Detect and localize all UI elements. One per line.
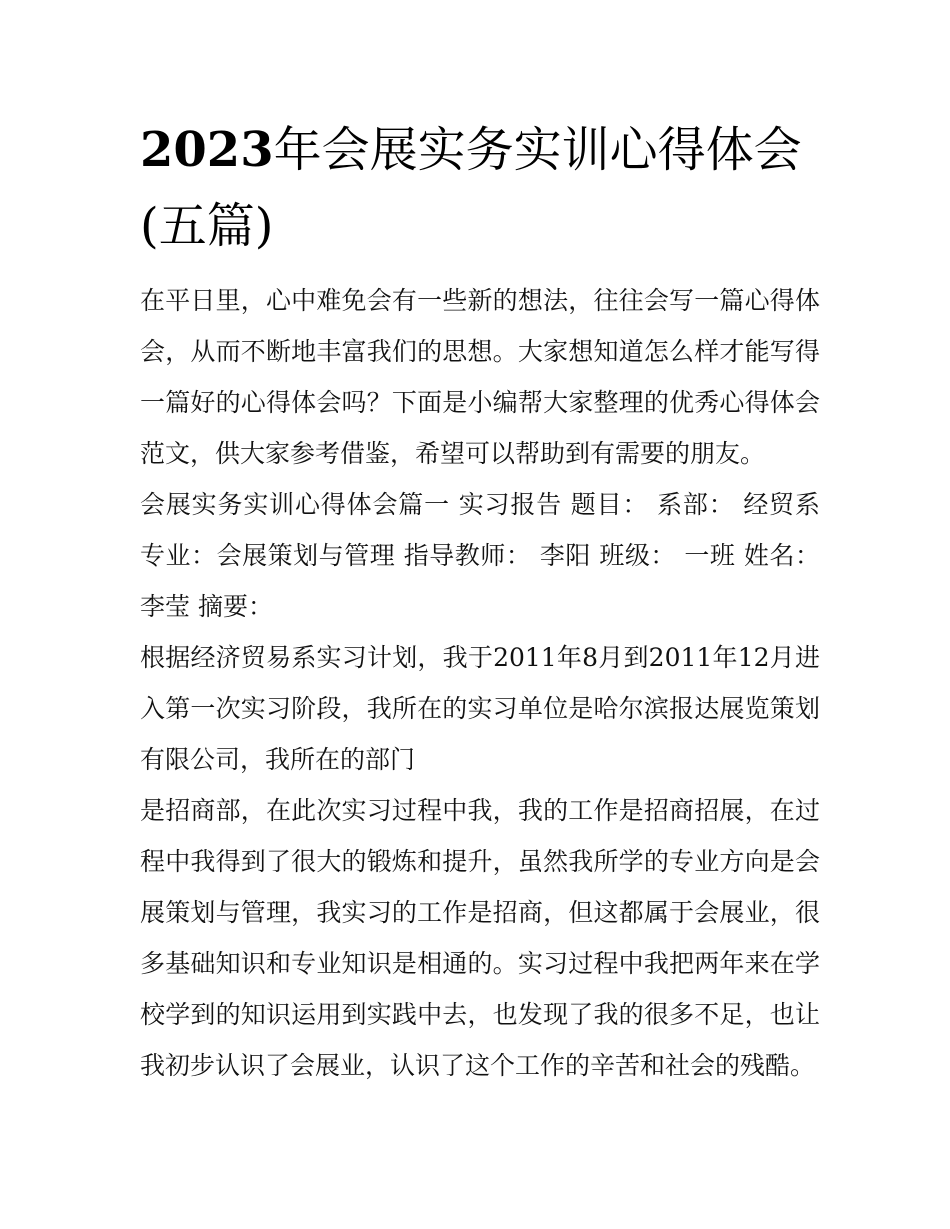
- title-year: 2023: [140, 122, 274, 178]
- paragraph-intro: 在平日里，心中难免会有一些新的想法，往往会写一篇心得体会，从而不断地丰富我们的思想。大家想知道怎么样才能写得一篇好的心得体会吗？下面是小编帮大家整理的优秀心得体会范文，供大家参考借鉴，希望可以帮助到有需要的朋友。: [140, 286, 820, 468]
- title-text: 年会展实务实训心得体会(五篇): [140, 122, 802, 254]
- paragraph-report-header: 会展实务实训心得体会篇一 实习报告 题目： 系部： 经贸系 专业：会展策划与管理 指导教师： 李阳 班级： 一班 姓名： 李莹 摘要：: [140, 490, 820, 621]
- document-body: [140, 275, 820, 1091]
- document-title: [140, 112, 820, 264]
- paragraph-internship-work: 是招商部，在此次实习过程中我，我的工作是招商招展，在过程中我得到了很大的锻炼和提升，虽然我所学的专业方向是会展策划与管理，我实习的工作是招商，但这都属于会展业，很多基础知识和专业知识是相通的。实习过程中我把两年来在学校学到的知识运用到实践中去，也发现了我的很多不足，也让我初步认识了会展业，认识了这个工作的辛苦和社会的残酷。: [140, 796, 820, 1080]
- paragraph-internship-plan: 根据经济贸易系实习计划，我于2011年8月到2011年12月进入第一次实习阶段，我所在的实习单位是哈尔滨报达展览策划有限公司，我所在的部门: [140, 643, 820, 774]
